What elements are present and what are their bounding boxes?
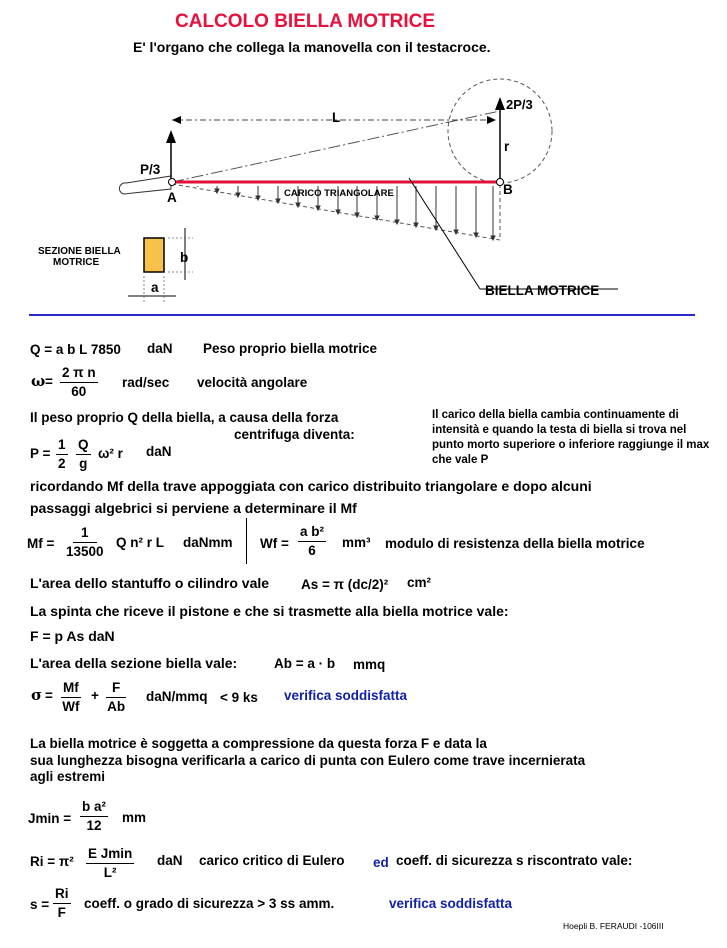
p-num-2: Q <box>76 437 91 455</box>
note-line-1: Il carico della biella cambia continuamente di <box>432 409 679 421</box>
wf-den: 6 <box>308 543 316 558</box>
spinta-text: La spinta che riceve il pistone e che si trasmette alla biella motrice vale: <box>30 603 509 619</box>
section-title-1: SEZIONE BIELLA <box>38 246 121 257</box>
mf-fraction <box>66 525 104 560</box>
ri-num: E Jmin <box>86 846 134 864</box>
label-a: A <box>167 190 177 205</box>
p-unit: daN <box>146 444 172 459</box>
label-carico: CARICO TRIANGOLARE <box>284 188 394 199</box>
f-formula: F = p As daN <box>30 628 115 644</box>
sigma-fraction-1 <box>61 680 81 715</box>
s-den: F <box>57 905 66 920</box>
verifica-1: verifica soddisfatta <box>284 688 408 703</box>
q-desc: Peso proprio biella motrice <box>203 341 378 356</box>
sigma-eq: = <box>45 688 53 703</box>
credit-text: Hoepli B. FERAUDI -106III <box>563 921 664 931</box>
as-unit: cm² <box>407 575 432 590</box>
label-biella-motrice: BIELLA MOTRICE <box>485 283 600 298</box>
sigma-unit: daN/mmq <box>146 689 208 704</box>
jmin-num: b a² <box>80 799 108 817</box>
p-lhs: P = <box>30 446 51 461</box>
jmin-den: 12 <box>86 818 102 833</box>
p-fraction-2 <box>76 437 91 472</box>
note-line-4: che vale P <box>432 454 489 466</box>
wf-desc: modulo di resistenza della biella motrice <box>385 536 645 551</box>
ab-unit: mmq <box>353 657 386 672</box>
q-unit: daN <box>147 341 173 356</box>
sigma-den-2: Ab <box>107 699 126 714</box>
mf-num: 1 <box>73 525 97 543</box>
p-den-1: 2 <box>58 456 66 471</box>
s-desc: coeff. o grado di sicurezza > 3 ss amm. <box>84 896 335 911</box>
page-title: CALCOLO BIELLA MOTRICE <box>175 11 435 32</box>
compress-line-1: La biella motrice è soggetta a compressione da questa forza F e data la <box>30 736 487 751</box>
p-fraction-1 <box>56 437 68 472</box>
s-num: Ri <box>53 886 71 904</box>
mf-den: 13500 <box>66 544 104 559</box>
compress-line-2: sua lunghezza bisogna verificarla a carico di punta con Eulero come trave incernierata <box>30 753 586 768</box>
wf-unit: mm³ <box>342 535 371 550</box>
jmin-fraction <box>80 799 108 834</box>
sigma-compare: < 9 ks <box>220 690 258 705</box>
formula-q: Q = a b L 7850 <box>30 342 121 357</box>
section-rect <box>144 238 164 272</box>
arrow-2p3 <box>495 97 505 110</box>
verifica-2: verifica soddisfatta <box>389 896 513 911</box>
as-formula: As = π (dc/2)² <box>301 577 389 592</box>
biella-diagram <box>0 0 727 310</box>
peso-text-1: Il peso proprio Q della biella, a causa della forza <box>30 410 339 425</box>
omega-eq: = <box>45 374 53 389</box>
crosshead-slot <box>119 176 171 194</box>
ri-unit: daN <box>157 853 183 868</box>
label-section-b: b <box>180 250 189 265</box>
ri-lhs: Ri = π² <box>30 854 74 869</box>
sigma-plus: + <box>91 688 99 703</box>
sigma-fraction-2 <box>106 680 126 715</box>
sigma-symbol: σ <box>31 686 43 704</box>
ri-den: L² <box>103 865 117 880</box>
ri-coeff: coeff. di sicurezza s riscontrato vale: <box>396 853 633 868</box>
label-b: B <box>503 182 513 197</box>
s-fraction <box>53 886 71 921</box>
sigma-den-1: Wf <box>62 699 80 714</box>
s-lhs: s = <box>30 897 50 912</box>
sigma-num-1: Mf <box>61 680 81 698</box>
ab-formula: Ab = a · b <box>274 656 336 671</box>
jmin-unit: mm <box>122 810 147 825</box>
mf-lhs: Mf = <box>27 536 55 551</box>
area-stantuffo-text: L'area dello stantuffo o cilindro vale <box>30 575 270 591</box>
page-subtitle: E' l'organo che collega la manovella con il testacroce. <box>133 39 491 55</box>
leader-line <box>409 178 480 289</box>
omega-fraction <box>60 365 98 400</box>
sigma-num-2: F <box>106 680 126 698</box>
wf-fraction <box>298 524 326 559</box>
formula-separator <box>246 518 247 564</box>
label-2p3: 2P/3 <box>506 97 533 112</box>
label-section-a: a <box>151 280 159 295</box>
ri-ed: ed <box>373 855 389 870</box>
omega-symbol: ω <box>31 372 46 390</box>
mf-unit: daNmm <box>183 535 233 550</box>
omega-num: 2 π n <box>60 365 98 383</box>
omega-desc: velocità angolare <box>197 375 308 390</box>
omega-den: 60 <box>71 384 87 399</box>
p-num-1: 1 <box>56 437 68 455</box>
omega-unit: rad/sec <box>122 375 170 390</box>
peso-text-2: centrifuga diventa: <box>234 427 355 442</box>
area-sezione-text: L'area della sezione biella vale: <box>30 655 238 671</box>
section-title-2: MOTRICE <box>53 257 100 268</box>
pin-a <box>169 179 176 186</box>
mf-rest: Q n² r L <box>116 535 164 550</box>
note-line-3: punto morto superiore o inferiore raggiunge il max <box>432 439 710 451</box>
compress-line-3: agli estremi <box>30 769 106 784</box>
label-p3: P/3 <box>140 162 161 177</box>
ri-fraction <box>86 846 134 881</box>
ricordando-line-1: ricordando Mf della trave appoggiata con carico distribuito triangolare e dopo alcuni <box>30 478 592 494</box>
p-den-2: g <box>79 456 88 471</box>
jmin-lhs: Jmin = <box>28 811 72 826</box>
p-rest: ω² r <box>98 446 123 461</box>
note-line-2: intensità e quando la testa di biella si trova nel <box>432 424 687 436</box>
ri-desc: carico critico di Eulero <box>199 853 345 868</box>
wf-num: a b² <box>298 524 326 542</box>
arrow-p3 <box>166 130 176 143</box>
divider <box>29 314 695 316</box>
label-r: r <box>504 139 510 154</box>
ricordando-line-2: passaggi algebrici si perviene a determinare il Mf <box>30 500 357 516</box>
wf-lhs: Wf = <box>260 536 289 551</box>
label-L: L <box>332 110 341 125</box>
